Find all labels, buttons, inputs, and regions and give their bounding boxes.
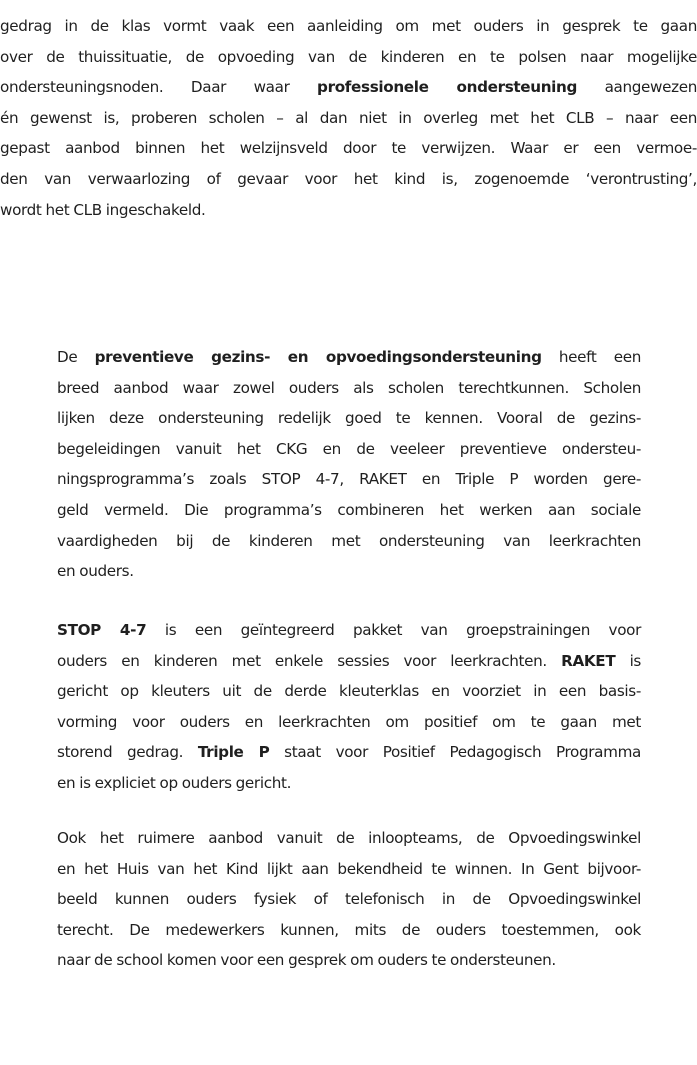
text-run: wordt het CLB ingeschakeld. bbox=[0, 200, 206, 219]
text-line bbox=[57, 676, 641, 707]
text-run: gedrag in de klas vormt vaak een aanleiding om met ouders in gesprek te gaan bbox=[0, 17, 697, 35]
text-line bbox=[57, 556, 641, 587]
broader-offer-paragraph bbox=[57, 823, 641, 976]
text-line bbox=[57, 615, 641, 646]
bold-term: preventieve gezins- en opvoedingsondersteuning bbox=[94, 348, 542, 366]
text-run: en is expliciet op ouders gericht. bbox=[57, 773, 292, 792]
text-line bbox=[0, 103, 697, 134]
text-run: den van verwaarlozing of gevaar voor het kind is, zogenoemde ‘verontrusting’, bbox=[0, 169, 697, 188]
text-run: over de thuissituatie, de opvoeding van de kinderen en te polsen naar mogelijke bbox=[0, 47, 697, 66]
text-line bbox=[57, 646, 641, 677]
text-run: Ook het ruimere aanbod vanuit de inloopteams, de Opvoedingswinkel bbox=[57, 829, 641, 847]
text-line bbox=[0, 195, 697, 226]
text-run: ondersteuningsnoden. Daar waar bbox=[0, 78, 318, 97]
text-run: én gewenst is, proberen scholen – al dan niet in overleg met het CLB – naar een bbox=[0, 108, 697, 127]
text-run: vaardigheden bij de kinderen met ondersteuning van leerkrachten bbox=[57, 531, 641, 550]
text-run: heeft een bbox=[541, 348, 641, 366]
text-run: staat voor Positief Pedagogisch Programma bbox=[269, 743, 641, 762]
text-line bbox=[57, 373, 641, 404]
text-run: gepast aanbod binnen het welzijnsveld door te verwijzen. Waar er een vermoe- bbox=[0, 139, 697, 158]
text-line bbox=[57, 434, 641, 465]
text-run: breed aanbod waar zowel ouders als scholen terechtkunnen. Scholen bbox=[57, 378, 641, 397]
text-run: geld vermeld. Die programma’s combineren het werken aan sociale bbox=[57, 500, 641, 519]
bold-term: STOP 4-7 bbox=[57, 621, 147, 639]
text-line bbox=[0, 164, 697, 195]
text-run: en ouders. bbox=[57, 562, 134, 581]
text-run: en het Huis van het Kind lijkt aan bekendheid te winnen. In Gent bijvoor- bbox=[57, 859, 641, 878]
text-run: terecht. De medewerkers kunnen, mits de ouders toestemmen, ook bbox=[57, 920, 641, 939]
text-line bbox=[57, 737, 641, 768]
text-line bbox=[57, 464, 641, 495]
text-line bbox=[57, 342, 641, 373]
preventive-support-paragraph bbox=[57, 342, 641, 587]
text-run: vorming voor ouders en leerkrachten om positief om te gaan met bbox=[57, 712, 641, 731]
text-run: is bbox=[615, 651, 641, 670]
text-run: aangewezen bbox=[577, 78, 697, 97]
text-run: beeld kunnen ouders fysiek of telefonisch in de Opvoedingswinkel bbox=[57, 890, 641, 909]
text-line bbox=[0, 133, 697, 164]
text-run: gericht op kleuters uit de derde kleuterklas en voorziet in een basis- bbox=[57, 682, 641, 701]
bold-term: Triple P bbox=[197, 743, 270, 762]
text-run: ningsprogramma’s zoals STOP 4-7, RAKET en Triple P worden gere- bbox=[57, 470, 641, 489]
text-line bbox=[57, 915, 641, 946]
text-run: naar de school komen voor een gesprek om ouders te ondersteunen. bbox=[57, 951, 556, 970]
text-line bbox=[57, 945, 641, 976]
text-run: lijken deze ondersteuning redelijk goed te kennen. Vooral de gezins- bbox=[57, 409, 641, 428]
text-line bbox=[57, 884, 641, 915]
intro-paragraph bbox=[0, 11, 697, 225]
text-run: storend gedrag. bbox=[57, 743, 198, 762]
text-line bbox=[0, 72, 697, 103]
text-run: is een geïntegreerd pakket van groepstrainingen voor bbox=[146, 621, 641, 639]
programs-description-paragraph bbox=[57, 615, 641, 799]
text-run: ouders en kinderen met enkele sessies voor leerkrachten. bbox=[57, 651, 562, 670]
text-run: begeleidingen vanuit het CKG en de veeleer preventieve ondersteu- bbox=[57, 439, 641, 458]
bold-term: professionele ondersteuning bbox=[317, 78, 578, 97]
text-line bbox=[57, 823, 641, 854]
text-line bbox=[57, 707, 641, 738]
text-line bbox=[57, 526, 641, 557]
text-line bbox=[57, 768, 641, 799]
text-line bbox=[0, 11, 697, 42]
text-line bbox=[57, 854, 641, 885]
text-line bbox=[57, 495, 641, 526]
text-line bbox=[0, 42, 697, 73]
bold-term: RAKET bbox=[561, 651, 616, 670]
text-run: De bbox=[57, 348, 95, 366]
text-line bbox=[57, 403, 641, 434]
